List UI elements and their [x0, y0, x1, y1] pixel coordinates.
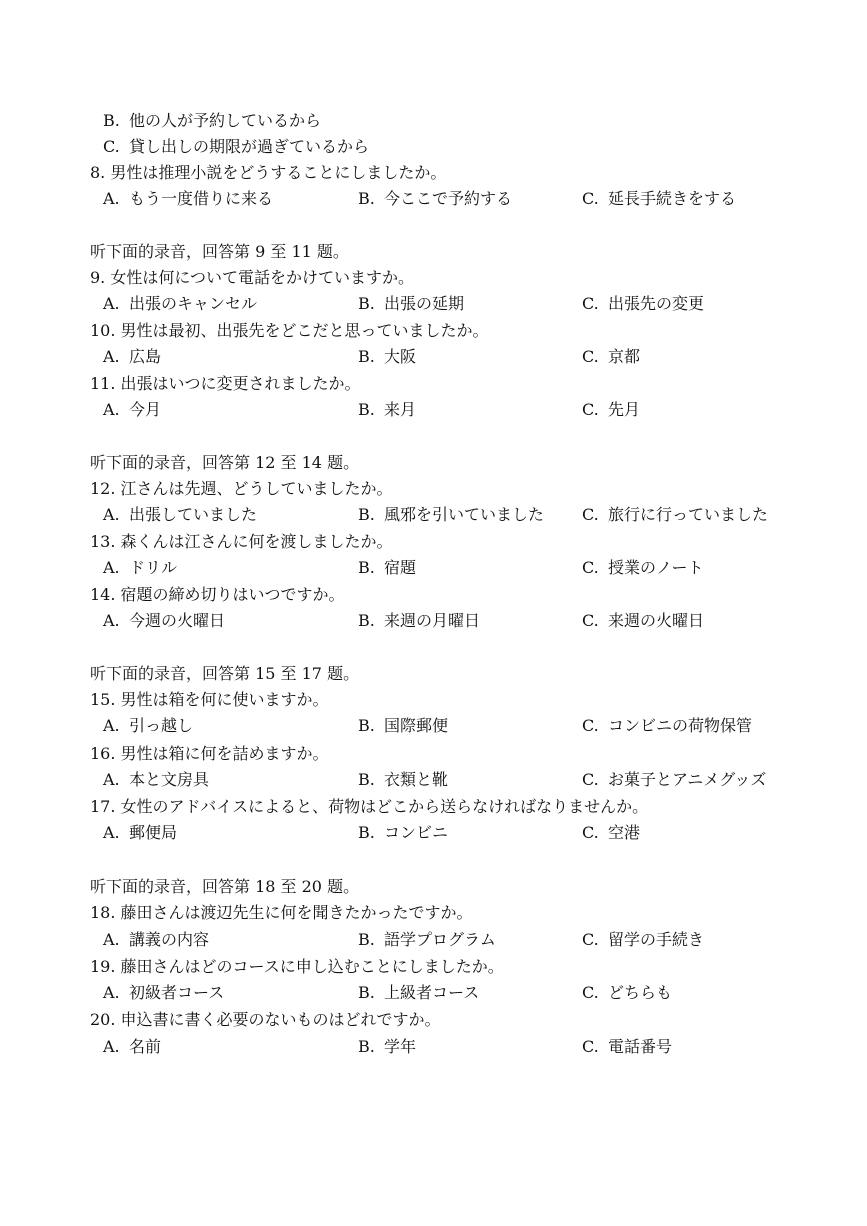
q19-option-a: A. 初級者コース [103, 983, 225, 1002]
q16-option-c: C. お菓子とアニメグッズ [582, 770, 767, 789]
q15-option-c: C. コンビニの荷物保管 [582, 716, 753, 735]
q18-option-c: C. 留学の手続き [582, 930, 705, 949]
question-8: 8. 男性は推理小説をどうすることにしましたか。 [90, 163, 447, 182]
q19-option-b: B. 上級者コース [358, 983, 480, 1002]
q9-option-c: C. 出張先の変更 [582, 294, 705, 313]
section-heading-12-14: 听下面的录音，回答第 12 至 14 题。 [90, 453, 360, 472]
prev-option-b: B. 他の人が予約しているから [103, 111, 322, 130]
q20-option-c: C. 電話番号 [582, 1037, 673, 1056]
q11-option-a: A. 今月 [103, 400, 162, 419]
question-9: 9. 女性は何について電話をかけていますか。 [90, 268, 415, 287]
question-17: 17. 女性のアドバイスによると、荷物はどこから送らなければなりませんか。 [90, 797, 649, 816]
question-10: 10. 男性は最初、出張先をどこだと思っていましたか。 [90, 321, 489, 340]
question-13: 13. 森くんは江さんに何を渡しましたか。 [90, 532, 393, 551]
question-15: 15. 男性は箱を何に使いますか。 [90, 690, 329, 709]
q8-option-a: A. もう一度借りに来る [103, 189, 274, 208]
q13-option-c: C. 授業のノート [582, 558, 704, 577]
question-19: 19. 藤田さんはどのコースに申し込むことにしましたか。 [90, 957, 504, 976]
q9-option-b: B. 出張の延期 [358, 294, 465, 313]
q10-option-c: C. 京都 [582, 347, 641, 366]
section-heading-9-11: 听下面的录音，回答第 9 至 11 题。 [90, 242, 349, 261]
q12-option-a: A. 出張していました [103, 505, 258, 524]
q18-option-a: A. 講義の内容 [103, 930, 210, 949]
q11-option-c: C. 先月 [582, 400, 641, 419]
q14-option-a: A. 今週の火曜日 [103, 611, 226, 630]
section-heading-15-17: 听下面的录音，回答第 15 至 17 题。 [90, 664, 360, 683]
q14-option-c: C. 来週の火曜日 [582, 611, 705, 630]
q15-option-b: B. 国際郵便 [358, 716, 449, 735]
question-11: 11. 出張はいつに変更されましたか。 [90, 374, 361, 393]
question-12: 12. 江さんは先週、どうしていましたか。 [90, 479, 393, 498]
question-16: 16. 男性は箱に何を詰めますか。 [90, 744, 329, 763]
q18-option-b: B. 語学プログラム [358, 930, 496, 949]
q12-option-c: C. 旅行に行っていました [582, 505, 769, 524]
q14-option-b: B. 来週の月曜日 [358, 611, 481, 630]
q13-option-a: A. ドリル [103, 558, 178, 577]
q10-option-a: A. 広島 [103, 347, 162, 366]
q8-option-b: B. 今ここで予約する [358, 189, 513, 208]
q17-option-b: B. コンビニ [358, 823, 449, 842]
q20-option-a: A. 名前 [103, 1037, 162, 1056]
q20-option-b: B. 学年 [358, 1037, 417, 1056]
q19-option-c: C. どちらも [582, 983, 673, 1002]
q8-option-c: C. 延長手続きをする [582, 189, 737, 208]
q10-option-b: B. 大阪 [358, 347, 417, 366]
q13-option-b: B. 宿題 [358, 558, 417, 577]
section-heading-18-20: 听下面的录音，回答第 18 至 20 题。 [90, 877, 360, 896]
q16-option-b: B. 衣類と靴 [358, 770, 449, 789]
question-18: 18. 藤田さんは渡辺先生に何を聞きたかったですか。 [90, 903, 473, 922]
question-20: 20. 申込書に書く必要のないものはどれですか。 [90, 1010, 441, 1029]
q12-option-b: B. 風邪を引いていました [358, 505, 545, 524]
q15-option-a: A. 引っ越し [103, 716, 194, 735]
q11-option-b: B. 来月 [358, 400, 417, 419]
q17-option-c: C. 空港 [582, 823, 641, 842]
q17-option-a: A. 郵便局 [103, 823, 178, 842]
q16-option-a: A. 本と文房具 [103, 770, 210, 789]
q9-option-a: A. 出張のキャンセル [103, 294, 258, 313]
question-14: 14. 宿題の締め切りはいつですか。 [90, 585, 345, 604]
prev-option-c: C. 貸し出しの期限が過ぎているから [103, 137, 370, 156]
